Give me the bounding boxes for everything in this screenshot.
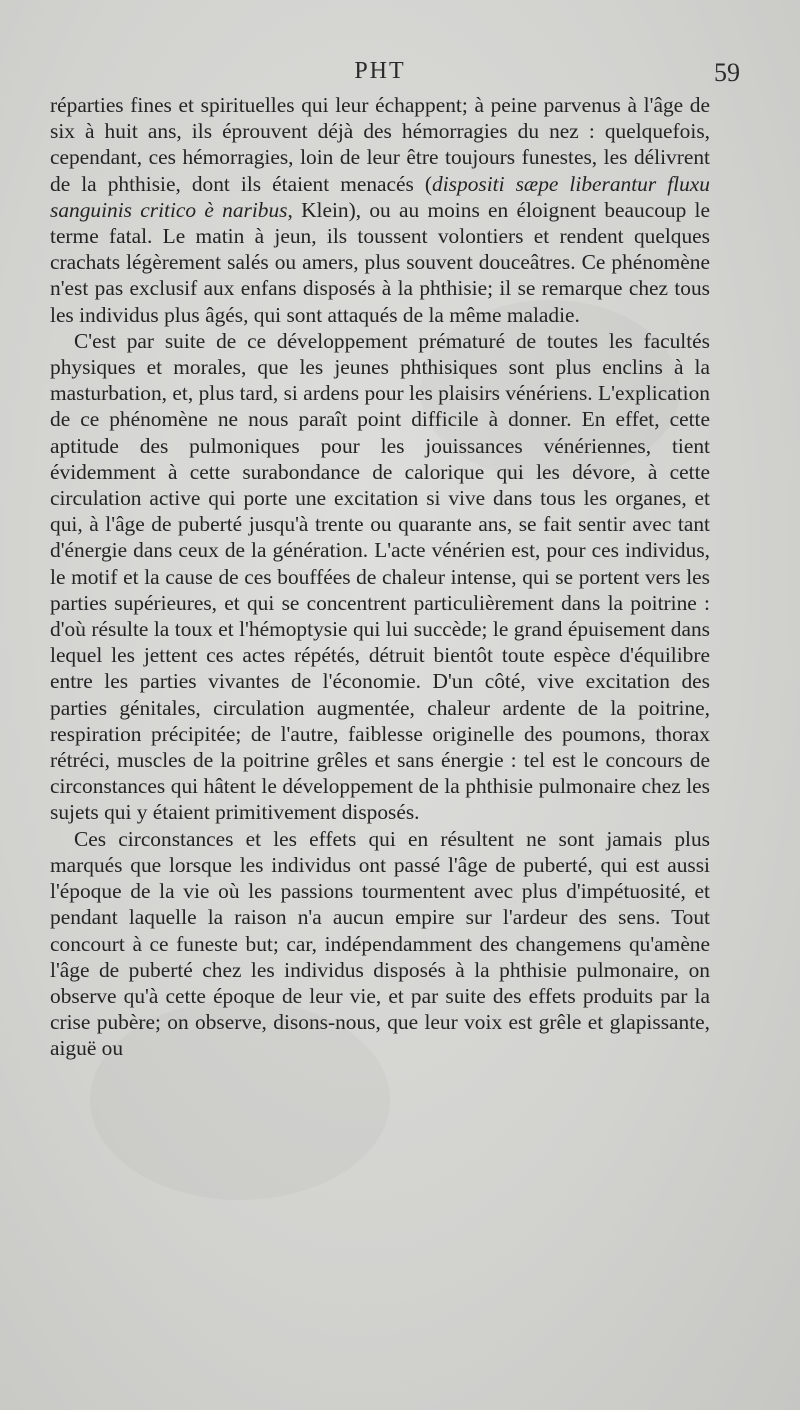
paragraph: Ces circonstances et les effets qui en résultent ne sont jamais plus marqués que lorsque les individus ont passé l'âge de puberté, qui est aussi l'époque de la vie où les passions tourmentent avec plus d'impétuosité, et pendant laquelle la raison n'a aucun empire sur l'ardeur des sens. Tout concourt à ce funeste but; car, indépendamment des changemens qu'amène l'âge de puberté chez les individus disposés à la phthisie pulmonaire, on observe qu'à cette époque de leur vie, et par suite des effets produits par la crise pubère; on observe, disons-nous, que leur voix est grêle et glapissante, aiguë ou <box>50 826 710 1061</box>
body-text <box>50 92 710 1062</box>
paragraph: C'est par suite de ce développement prématuré de toutes les facultés physiques et morales, que les jeunes phthisiques sont plus enclins à la masturbation, et, plus tard, si ardens pour les plaisirs vénériens. L'explication de ce phénomène ne nous paraît point difficile à donner. En effet, cette aptitude des pulmoniques pour les jouissances vénériennes, tient évidemment à cette surabondance de calorique qui les dévore, à cette circulation active qui porte une excitation si vive dans tous les organes, et qui, à l'âge de puberté jusqu'à trente ou quarante ans, se fait sentir avec tant d'énergie dans ceux de la génération. L'acte vénérien est, pour ces individus, le motif et la cause de ces bouffées de chaleur intense, qui se portent vers les parties supérieures, et qui se concentrent particulièrement dans la poitrine : d'où résulte la toux et l'hémoptysie qui lui succède; le grand épuisement dans lequel les jettent ces actes répétés, détruit bientôt toute espèce d'équilibre entre les parties vivantes de l'économie. D'un côté, vive excitation des parties génitales, circulation augmentée, chaleur ardente de la poitrine, respiration précipitée; de l'autre, faiblesse originelle des poumons, thorax rétréci, muscles de la poitrine grêles et sans énergie : tel est le concours de circonstances qui hâtent le développement de la phthisie pulmonaire chez les sujets qui y étaient primitivement disposés. <box>50 328 710 825</box>
paragraph <box>50 92 710 328</box>
paragraph-text: réparties fines et spirituelles qui leur échappent; à peine parvenus à l'âge de six à huit ans, ils éprouvent déjà des hémorragies du nez : quelquefois, cependant, ces hémorragies, loin de leur être toujours funestes, les délivrent de la phthisie, dont ils étaient menacés ( <box>50 93 710 196</box>
page-header <box>50 58 740 88</box>
latin-quote: dispositi sæpe liberantur fluxu sanguinis critico è naribus <box>50 171 710 222</box>
paragraph-text: , Klein), ou au moins en éloignent beaucoup le terme fatal. Le matin à jeun, ils toussent volontiers et rendent quelques crachats légèrement salés ou amers, plus souvent douceâtres. Ce phénomène n'est pas exclusif aux enfans disposés à la phthisie; il se remarque chez tous les individus plus âgés, qui sont attaqués de la même maladie. <box>50 197 710 327</box>
page-number: 59 <box>714 58 740 87</box>
running-head: PHT <box>354 58 406 84</box>
